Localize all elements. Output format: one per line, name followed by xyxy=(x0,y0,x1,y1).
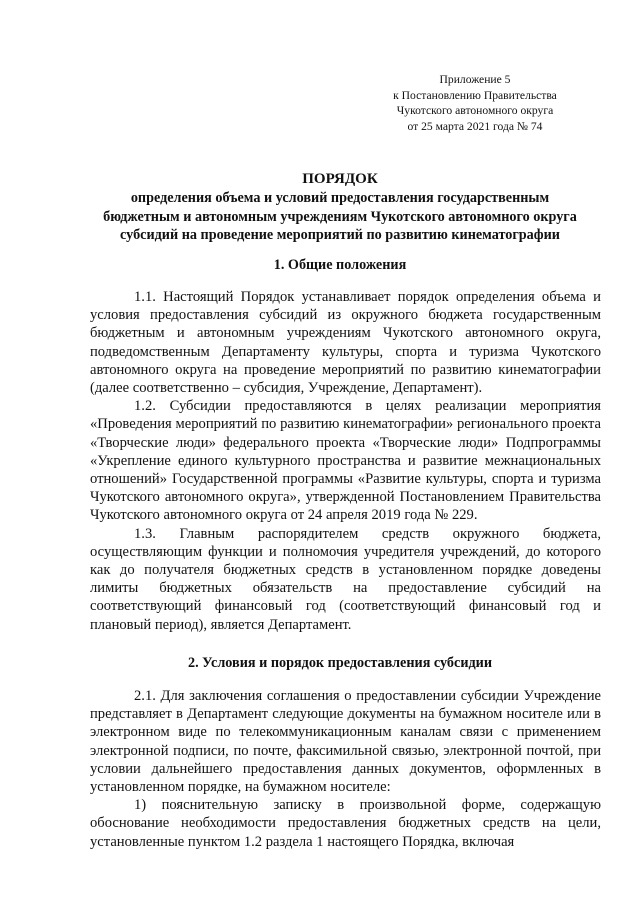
annex-reference: к Постановлению Правительства xyxy=(393,88,557,102)
annex-header xyxy=(380,72,570,134)
section-2-heading: 2. Условия и порядок предоставления субсидии xyxy=(187,655,493,671)
paragraph-1-2: 1.2. Субсидии предоставляются в целях реализации мероприятия «Проведения мероприятий по развитию кинематографии» регионального проекта «Творческие люди» федерального проекта «Творческие люди» Подпрограммы «Укрепление единого культурного пространства и развитие межнациональных отношений» Государственной программы «Развитие культуры, спорта и туризма Чукотского автономного округа», утвержденной Постановлением Правительства Чукотского автономного округа от 24 апреля 2019 года № 229. xyxy=(90,398,601,524)
annex-number: Приложение 5 xyxy=(439,73,511,86)
annex-region: Чукотского автономного округа xyxy=(396,104,554,118)
paragraph-1-3: 1.3. Главным распорядителем средств окружного бюджета, осуществляющим функции и полномочия учредителя учреждений, до которого как до получателя бюджетных средств в установленном порядке доведены лимиты бюджетных обязательств на предоставление субсидий на соответствующий финансовый год (соответствующий финансовый год и плановый период), является Департамент. xyxy=(90,525,601,633)
paragraph-2-1: 2.1. Для заключения соглашения о предоставлении субсидии Учреждение представляет в Департамент следующие документы на бумажном носителе или в электронном виде по телекоммуникационным каналам связи с применением электронной подписи, по почте, факсимильной связью, электронной почтой, при условии дальнейшего предоставления данных документов, оформленных в установленном порядке, на бумажном носителе: xyxy=(90,688,601,796)
title-line-1: определения объема и условий предоставления государственным xyxy=(130,190,550,207)
paragraph-1-1: 1.1. Настоящий Порядок устанавливает порядок определения объема и условия предоставления субсидий из окружного бюджета государственным бюджетным и автономным учреждениям Чукотского автономного округа, подведомственным Департаменту культуры, спорта и туризма Чукотского автономного округа на проведение мероприятий по развитию кинематографии (далее соответственно – субсидия, Учреждение, Департамент). xyxy=(90,289,601,397)
annex-date: от 25 марта 2021 года № 74 xyxy=(407,119,543,133)
title-line-2: бюджетным и автономным учреждениям Чукотского автономного округа xyxy=(103,208,577,225)
title-main: ПОРЯДОК xyxy=(302,171,378,187)
paragraph-2-1-item-1: 1) пояснительную записку в произвольной форме, содержащую обоснование необходимости предоставления бюджетных средств на цели, установленные пунктом 1.2 раздела 1 настоящего Порядка, включая xyxy=(90,797,601,850)
document-title xyxy=(80,170,600,245)
title-line-3: субсидий на проведение мероприятий по развитию кинематографии xyxy=(120,227,560,244)
section-1-heading: 1. Общие положения xyxy=(273,257,407,273)
section-1-body xyxy=(90,288,601,634)
section-2-body xyxy=(90,687,601,851)
